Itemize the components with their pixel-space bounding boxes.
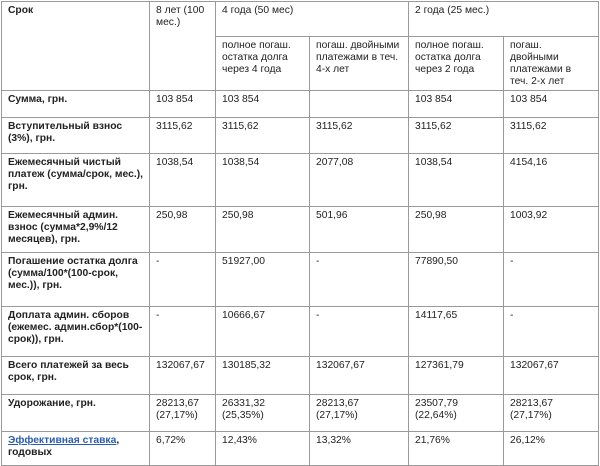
row-label: Ежемесячный чистый платеж (сумма/срок, мес.), грн.	[2, 154, 150, 207]
cell-value: 28213,67 (27,17%)	[150, 395, 216, 432]
cell-value: 1003,92	[504, 207, 599, 253]
cell-value: 250,98	[409, 207, 504, 253]
header-row	[2, 2, 599, 37]
row-label: Ежемесячный админ. взнос (сумма*2,9%/12 месяцев), грн.	[2, 207, 150, 253]
effective-rate-row	[2, 432, 599, 466]
cell-value: 3115,62	[310, 118, 409, 154]
row-label: Вступительный взнос (3%), грн.	[2, 118, 150, 154]
row-label: Погашение остатка долга (сумма/100*(100-срок, мес.)), грн.	[2, 253, 150, 307]
cell-value: -	[150, 253, 216, 307]
cell-value: 12,43%	[216, 432, 310, 466]
subheader-double-4y: погаш. двойными платежами в теч. 4-х лет	[310, 37, 409, 91]
cell-value: 250,98	[150, 207, 216, 253]
cell-value: 21,76%	[409, 432, 504, 466]
table-row	[2, 207, 599, 253]
subheader-full-4y: полное погаш. остатка долга через 4 года	[216, 37, 310, 91]
row-label: Доплата админ. сборов (ежемес. админ.сбор*(100-срок)), грн.	[2, 307, 150, 357]
cell-value: 13,32%	[310, 432, 409, 466]
cell-value: -	[504, 307, 599, 357]
header-term: Срок	[2, 2, 150, 91]
subheader-double-2y: погаш. двойными платежами в теч. 2-х лет	[504, 37, 599, 91]
table-row	[2, 154, 599, 207]
table-row	[2, 253, 599, 307]
row-label: Сумма, грн.	[2, 91, 150, 118]
cell-value: 26,12%	[504, 432, 599, 466]
cell-value: 28213,67 (27,17%)	[310, 395, 409, 432]
cell-value: 51927,00	[216, 253, 310, 307]
cell-value: 6,72%	[150, 432, 216, 466]
table-row	[2, 307, 599, 357]
cell-value: 1038,54	[216, 154, 310, 207]
cell-value: 132067,67	[504, 357, 599, 395]
cell-value: 501,96	[310, 207, 409, 253]
cell-value: 4154,16	[504, 154, 599, 207]
cell-value	[310, 91, 409, 118]
cell-value: 3115,62	[150, 118, 216, 154]
cell-value: 103 854	[409, 91, 504, 118]
table-row	[2, 118, 599, 154]
cell-value: 132067,67	[310, 357, 409, 395]
cell-value: -	[310, 307, 409, 357]
cell-value: 28213,67 (27,17%)	[504, 395, 599, 432]
table-row	[2, 91, 599, 118]
cell-value: -	[504, 253, 599, 307]
cell-value: 3115,62	[216, 118, 310, 154]
cell-value: -	[150, 307, 216, 357]
cell-value: 2077,08	[310, 154, 409, 207]
cell-value: 3115,62	[504, 118, 599, 154]
cell-value: 130185,32	[216, 357, 310, 395]
cell-value: 77890,50	[409, 253, 504, 307]
cell-value: 10666,67	[216, 307, 310, 357]
cell-value: 26331,32 (25,35%)	[216, 395, 310, 432]
cell-value: -	[310, 253, 409, 307]
row-label: Всего платежей за весь срок, грн.	[2, 357, 150, 395]
cell-value: 1038,54	[150, 154, 216, 207]
cell-value: 3115,62	[409, 118, 504, 154]
cell-value: 1038,54	[409, 154, 504, 207]
cell-value: 103 854	[504, 91, 599, 118]
row-label	[2, 432, 150, 466]
subheader-full-2y: полное погаш. остатка долга через 2 года	[409, 37, 504, 91]
cell-value: 103 854	[150, 91, 216, 118]
cell-value: 23507,79 (22,64%)	[409, 395, 504, 432]
cell-value: 14117,65	[409, 307, 504, 357]
header-2-years: 2 года (25 мес.)	[409, 2, 599, 37]
loan-comparison-table	[1, 1, 599, 466]
table-row	[2, 395, 599, 432]
header-4-years: 4 года (50 мес)	[216, 2, 409, 37]
header-8-years: 8 лет (100 мес.)	[150, 2, 216, 91]
table-row	[2, 357, 599, 395]
cell-value: 132067,67	[150, 357, 216, 395]
cell-value: 250,98	[216, 207, 310, 253]
cell-value: 103 854	[216, 91, 310, 118]
row-label: Удорожание, грн.	[2, 395, 150, 432]
effective-rate-link[interactable]: Эффективная ставка	[8, 435, 117, 446]
effective-rate-label-rest: , годовых	[8, 435, 120, 458]
cell-value: 127361,79	[409, 357, 504, 395]
